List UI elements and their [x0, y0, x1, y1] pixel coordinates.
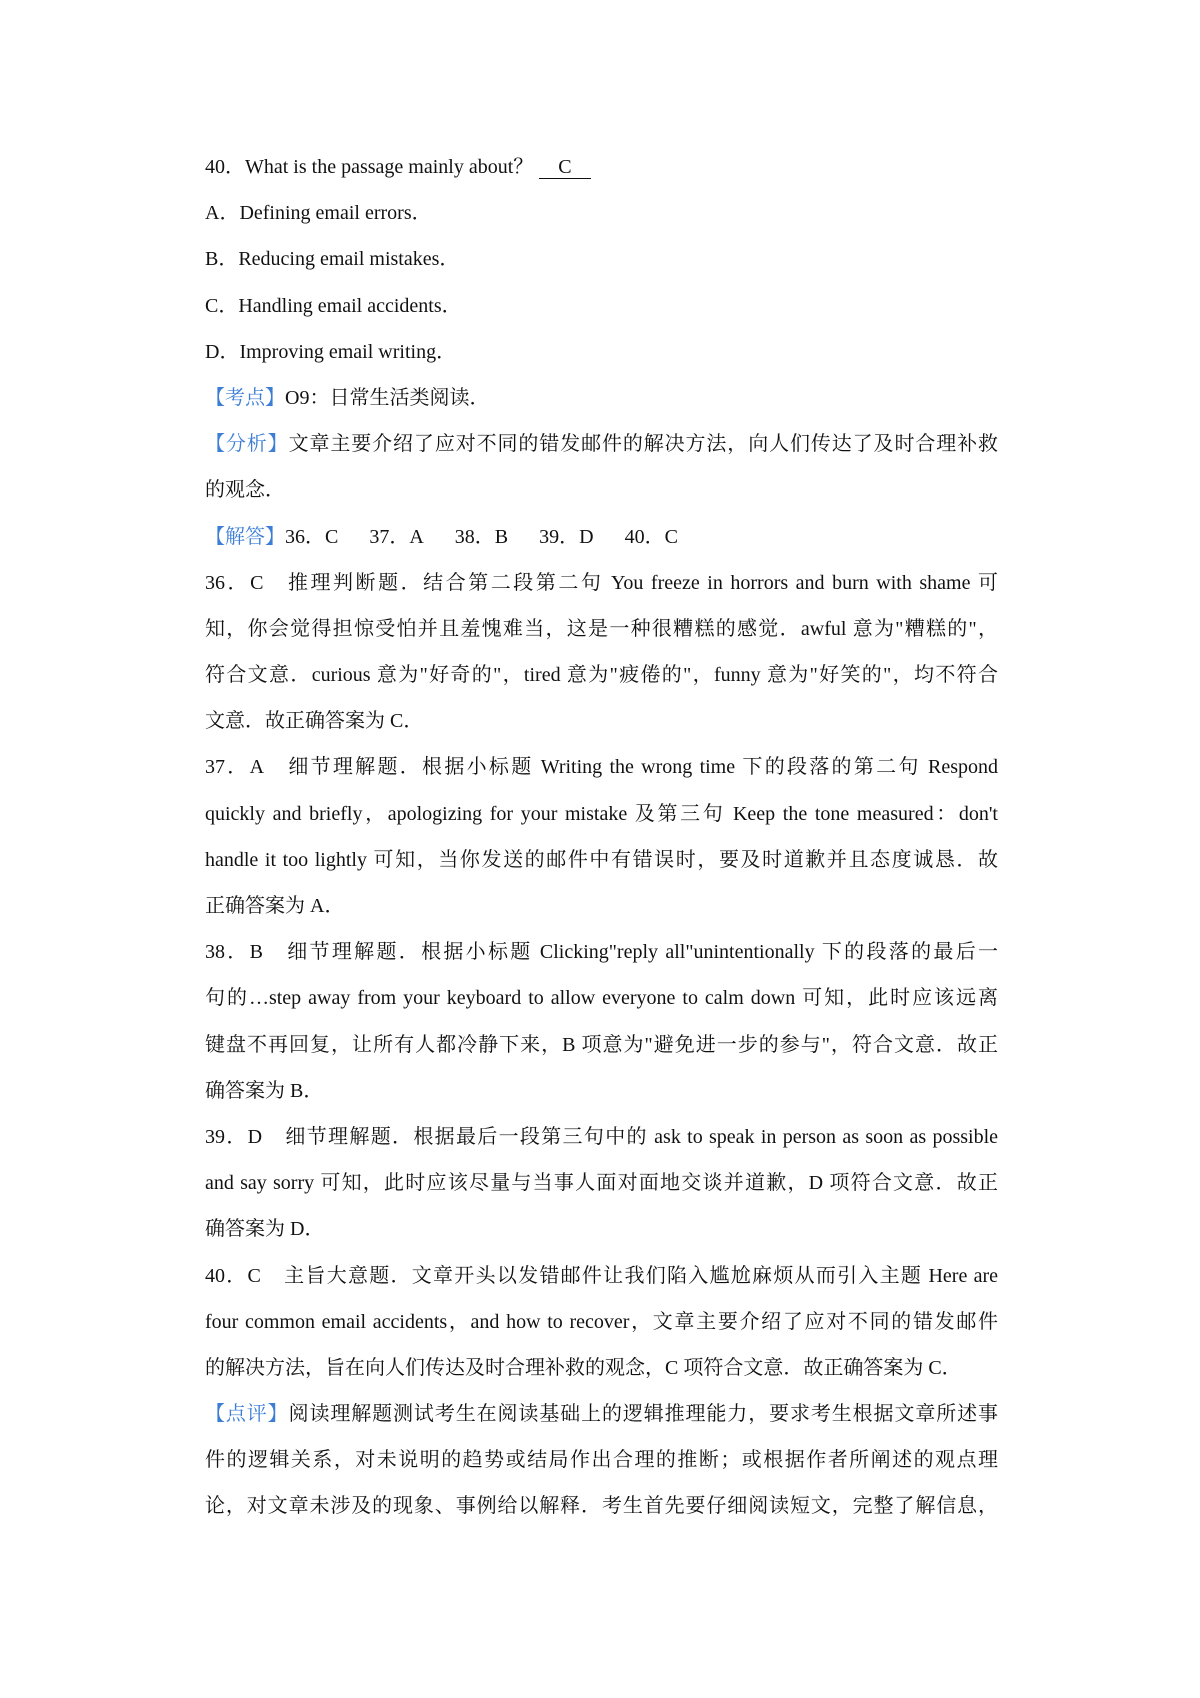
analysis-tag: 【分析】: [205, 433, 289, 456]
answer-item: 40．C: [624, 525, 678, 548]
comment-line: 论，对文章未涉及的现象、事例给以解释．考生首先要仔细阅读短文，完整了解信息，: [205, 1495, 998, 1518]
explanation-line: 符合文意．curious 意为"好奇的"，tired 意为"疲倦的"，funny 意为"好笑的"，均不符合: [205, 664, 998, 687]
explanation-line: 的解决方法，旨在向人们传达及时合理补救的观念，C 项符合文意．故正确答案为 C．: [205, 1356, 962, 1379]
explanation-line: [205, 1253, 998, 1299]
comment-line: [205, 1391, 998, 1437]
explanation-line: [205, 744, 998, 790]
explanation-line: 键盘不再回复，让所有人都冷静下来，B 项意为"避免进一步的参与"，符合文意．故正: [205, 1033, 998, 1056]
document-body: [205, 144, 998, 1530]
test-point-text: O9：日常生活类阅读．: [285, 386, 490, 409]
explanation-line: quickly and briefly，apologizing for your mistake 及第三句 Keep the tone measured：don't: [205, 802, 998, 825]
explanation-line: four common email accidents，and how to recover，文章主要介绍了应对不同的错发邮件: [205, 1310, 998, 1333]
explanation-line: 知，你会觉得担惊受怕并且羞愧难当，这是一种很糟糕的感觉．awful 意为"糟糕的"，: [205, 617, 998, 640]
explanation-number: 36．C: [205, 571, 264, 594]
explanation-line: 确答案为 D．: [205, 1218, 325, 1241]
explanation-line: 文意．故正确答案为 C．: [205, 710, 424, 733]
explanation-line: 句的…step away from your keyboard to allow everyone to calm down 可知，此时应该远离: [205, 987, 998, 1010]
test-point: [205, 375, 998, 421]
question: [205, 144, 998, 190]
explanation-line: handle it too lightly 可知，当你发送的邮件中有错误时，要及时道歉并且态度诚恳．故: [205, 848, 998, 871]
explanation-text: 主旨大意题．文章开头以发错邮件让我们陷入尴尬麻烦从而引入主题 Here are: [282, 1264, 999, 1287]
explanation-text: 细节理解题．根据小标题 Clicking"reply all"unintentionally 下的段落的最后一: [284, 941, 998, 964]
explanation-text: 细节理解题．根据最后一段第三句中的 ask to speak in person as soon as possible: [284, 1125, 998, 1148]
explanation-text: 推理判断题．结合第二段第二句 You freeze in horrors and burn with shame 可: [285, 571, 999, 594]
option-c: C．Handling email accidents．: [205, 294, 462, 317]
analysis-text: 文章主要介绍了应对不同的错发邮件的解决方法，向人们传达了及时合理补救: [288, 433, 999, 456]
option-b: B．Reducing email mistakes．: [205, 248, 460, 271]
question-prompt: 40．What is the passage mainly about？: [205, 156, 534, 178]
answer-blank: C: [539, 157, 590, 179]
answer-summary: [205, 514, 998, 560]
explanation-line: [205, 1114, 998, 1160]
option-d: D．Improving email writing．: [205, 340, 457, 363]
answer-item: 37．A: [369, 525, 424, 548]
explanation-number: 38．B: [205, 941, 263, 964]
comment-tag: 【点评】: [205, 1403, 289, 1426]
explanation-line: and say sorry 可知，此时应该尽量与当事人面对面地交谈并道歉，D 项符合文意．故正: [205, 1172, 998, 1195]
explanation-text: 细节理解题．根据小标题 Writing the wrong time 下的段落的第二句 Respond: [286, 756, 998, 779]
test-point-tag: 【考点】: [205, 386, 285, 409]
analysis-line: 的观念．: [205, 479, 285, 502]
answer-item: 36．C: [285, 525, 339, 548]
comment-line: 件的逻辑关系，对未说明的趋势或结局作出合理的推断；或根据作者所阐述的观点理: [205, 1449, 998, 1472]
analysis-line: [205, 421, 998, 467]
explanation-line: 正确答案为 A．: [205, 895, 345, 917]
option-a: A．Defining email errors．: [205, 202, 432, 225]
explanation-line: 确答案为 B．: [205, 1079, 324, 1102]
explanation-number: 37．A: [205, 756, 265, 779]
explanation-line: [205, 929, 998, 975]
comment-text: 阅读理解题测试考生在阅读基础上的逻辑推理能力，要求考生根据文章所述事: [288, 1403, 999, 1426]
explanation-number: 40．C: [205, 1264, 261, 1287]
explanation-number: 39．D: [205, 1125, 263, 1148]
answers-tag: 【解答】: [205, 525, 285, 548]
answer-item: 39．D: [539, 525, 594, 548]
explanation-line: [205, 560, 998, 606]
answer-item: 38．B: [454, 525, 509, 548]
